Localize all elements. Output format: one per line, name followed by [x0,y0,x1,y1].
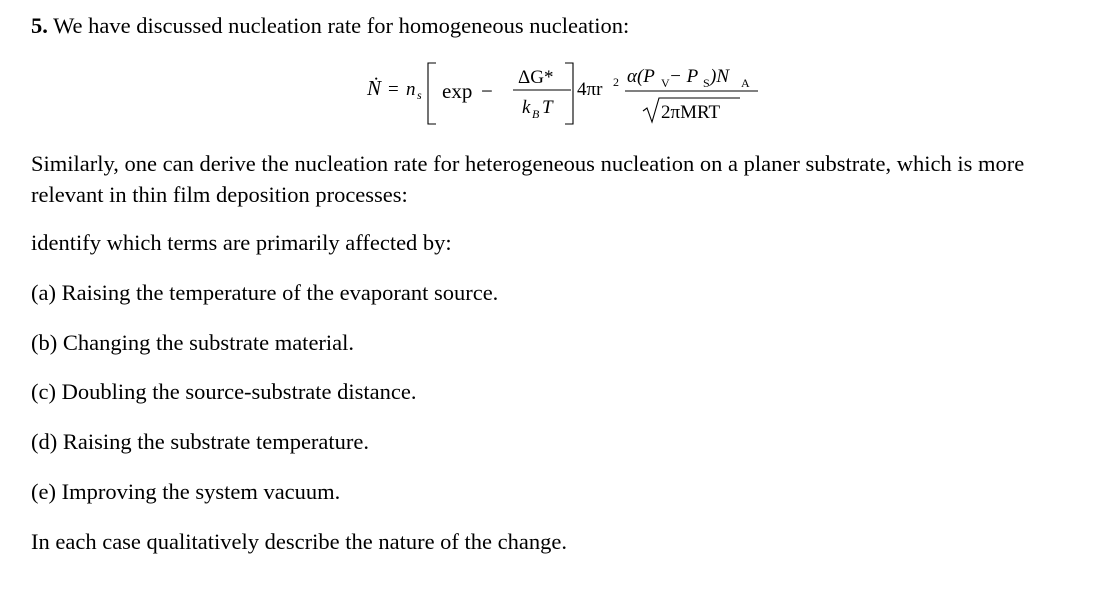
formula-svg [350,58,810,128]
formula-k: k [522,97,531,118]
item-b: (b) Changing the substrate material. [31,330,355,355]
formula-minus: − [481,79,493,103]
formula-r-squared: 2 [613,75,619,89]
formula-t: T [542,97,553,118]
formula-ps-sub: S [703,76,710,90]
formula-four-pi-r: 4πr [577,79,603,100]
formula-n-dot: Ṅ [367,76,382,100]
formula-denominator: 2πMRT [661,102,721,123]
formula-exp: exp [442,79,473,103]
formula-delta-g: ΔG* [518,67,554,88]
closing-line: In each case qualitatively describe the nature of the change. [31,529,567,554]
question-number: 5. [31,13,48,38]
formula-minus-p: − P [669,66,699,87]
nucleation-rate-formula [350,58,810,128]
formula-pv-sub: V [661,76,670,90]
formula-equals: = [388,79,399,100]
formula-alpha-p: α(P [627,66,655,87]
question-intro [31,12,629,40]
formula-n-sub: s [417,88,422,102]
formula-left-bracket [428,63,436,124]
heterogeneous-paragraph: Similarly, one can derive the nucleation rate for heterogeneous nucleation on a planer substrate, which is more relevant in thin film deposition processes: [31,151,1025,207]
item-a: (a) Raising the temperature of the evaporant source. [31,280,499,305]
item-e: (e) Improving the system vacuum. [31,479,341,504]
item-c: (c) Doubling the source-substrate distance. [31,379,417,404]
item-d: (d) Raising the substrate temperature. [31,429,370,454]
formula-close-n: )N [710,66,729,87]
identify-line: identify which terms are primarily affected by: [31,230,452,255]
formula-right-bracket [565,63,573,124]
formula-k-sub: B [532,107,540,121]
formula-na-sub: A [741,76,750,90]
formula-n: n [406,79,416,100]
question-intro-text: We have discussed nucleation rate for homogeneous nucleation: [53,13,630,38]
